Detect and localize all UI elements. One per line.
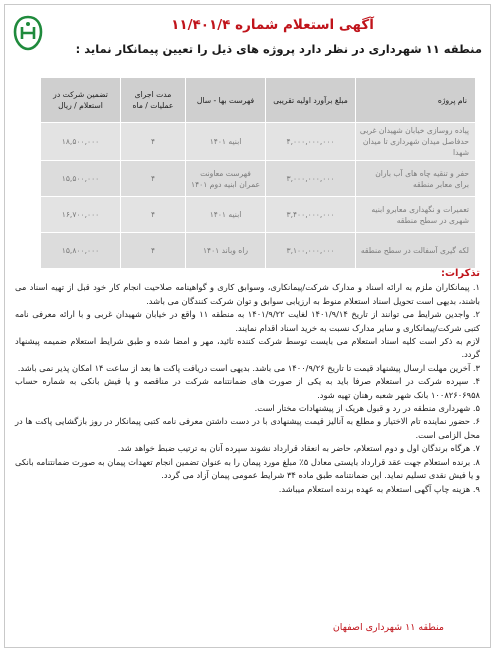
note-item: ۹. هزینه چاپ آگهی استعلام به عهده برنده استعلام میباشد. [278,483,480,494]
table-row [41,233,476,269]
column-header: مبلغ برآورد اولیه تقریبی [266,78,356,123]
duration-cell: ۴ [121,161,186,197]
note-item: ۷. هرگاه برندگان اول و دوم استعلام، حاضر به انعقاد قرارداد نشوند سپرده آنان به ترتیب ضبط خواهد شد. [117,443,480,454]
note-item: ۶. حضور نماینده تام الاختیار و مطلع به آنالیز قیمت پیشنهادی با در دست داشتن معرفی نامه کتبی پیمانکار در روز بازگشایی پاکت ها در محل الزامی است. [15,416,480,440]
municipality-emblem-icon [13,15,43,51]
price-list-cell: ابنیه ۱۴۰۱ [186,197,266,233]
note-item: ۱. پیمانکاران ملزم به ارائه اسناد و مدارک شرکت/پیمانکاری، وسوابق کاری و گواهینامه صلاحیت انجام کار خود قبل از تهیه اسناد می باشند، بدیهی است تحویل اسناد استعلام منوط به ارزیابی سوابق و توان شرکت کنندگان می باشد. [15,282,480,306]
notes-title: تذکرات: [440,268,480,279]
duration-cell: ۴ [121,233,186,269]
note-item: لازم به ذکر است کلیه اسناد استعلام می بایست توسط شرکت کننده تائید، مهر و امضا شده و طبق شرایط استعلام ضمیمه پیشنهاد گردد. [15,336,480,360]
note-item: ۵. شهرداری منطقه در رد و قبول هریک از پیشنهادات مختار است. [254,403,480,414]
price-list-cell: راه وباند ۱۴۰۱ [186,233,266,269]
notice-frame [4,4,491,648]
notes-section [15,267,480,496]
note-item: ۸. برنده استعلام جهت عقد قرارداد بایستی معادل ۵٪ مبلغ مورد پیمان را به عنوان تضمین انجام تعهدات پیمان به صورت ضمانتنامه بانکی و یا فیش نقدی تسلیم نماید. این ضمانتنامه طبق ماده ۳۴ شرایط عمومی پیمان آزاد می گردد. [15,456,480,481]
note-item: ۴. سپرده شرکت در استعلام صرفا باید به یکی از صورت های ضمانتنامه شرکت در مناقصه و یا فیش بانکی به شماره حساب ۱۰۰۸۲۶۰۶۹۵۸ بانک شهر شعبه رهنان تهیه شود. [15,376,480,400]
project-name-cell: حفر و تنقیه چاه های آب باران برای معابر منطقه [356,161,476,197]
note-item: ۲. واجدین شرایط می توانند از تاریخ ۱۴۰۱/۹/۱۴ لغایت ۱۴۰۱/۹/۲۲ به منطقه ۱۱ واقع در خیابان شهیدان غربی و با ارائه معرفی نامه کتبی شرکت/پیمانکاری و سایر مدارک نسبت به خرید اسناد اقدام نمایند. [15,309,480,333]
footer-signature: منطقه ۱۱ شهرداری اصفهان [332,622,444,633]
estimate-cell: ۴,۰۰۰,۰۰۰,۰۰۰ [266,123,356,161]
notice-subtitle: منطقه ۱۱ شهرداری در نظر دارد پروژه های ذیل را تعیین پیمانکار نماید : [75,42,482,56]
duration-cell: ۴ [121,123,186,161]
project-name-cell: تعمیرات و نگهداری معابرو ابنیه شهری در سطح منطقه [356,197,476,233]
table-row [41,123,476,161]
price-list-cell: ابنیه ۱۴۰۱ [186,123,266,161]
column-header: فهرست بها - سال [186,78,266,123]
guarantee-cell: ۱۵,۸۰۰,۰۰۰ [41,233,121,269]
column-header: تضمین شرکت در استعلام / ریال [41,78,121,123]
duration-cell: ۴ [121,197,186,233]
guarantee-cell: ۱۶,۷۰۰,۰۰۰ [41,197,121,233]
estimate-cell: ۳,۴۰۰,۰۰۰,۰۰۰ [266,197,356,233]
project-name-cell: پیاده روسازی خیابان شهیدان غربی حدفاصل میدان شهرداری تا میدان شهدا [356,123,476,161]
price-list-cell: فهرست معاونت عمران ابنیه دوم ۱۴۰۱ [186,161,266,197]
column-header: مدت اجرای عملیات / ماه [121,78,186,123]
table-row [41,161,476,197]
estimate-cell: ۳,۰۰۰,۰۰۰,۰۰۰ [266,161,356,197]
table-row [41,197,476,233]
project-name-cell: لکه گیری آسفالت در سطح منطقه [356,233,476,269]
estimate-cell: ۳,۱۰۰,۰۰۰,۰۰۰ [266,233,356,269]
projects-table [40,77,476,269]
table-header-row [41,78,476,123]
column-header: نام پروژه [356,78,476,123]
note-item: ۳. آخرین مهلت ارسال پیشنهاد قیمت تا تاریخ ۱۴۰۰/۹/۲۶ می باشد. بدیهی است دریافت پاکت ها بعد از ساعت ۱۴ امکان پذیر نمی باشد. [17,362,480,373]
notice-title: آگهی استعلام شماره ۱۱/۴۰۱/۴ [171,17,374,33]
guarantee-cell: ۱۸,۵۰۰,۰۰۰ [41,123,121,161]
guarantee-cell: ۱۵,۵۰۰,۰۰۰ [41,161,121,197]
